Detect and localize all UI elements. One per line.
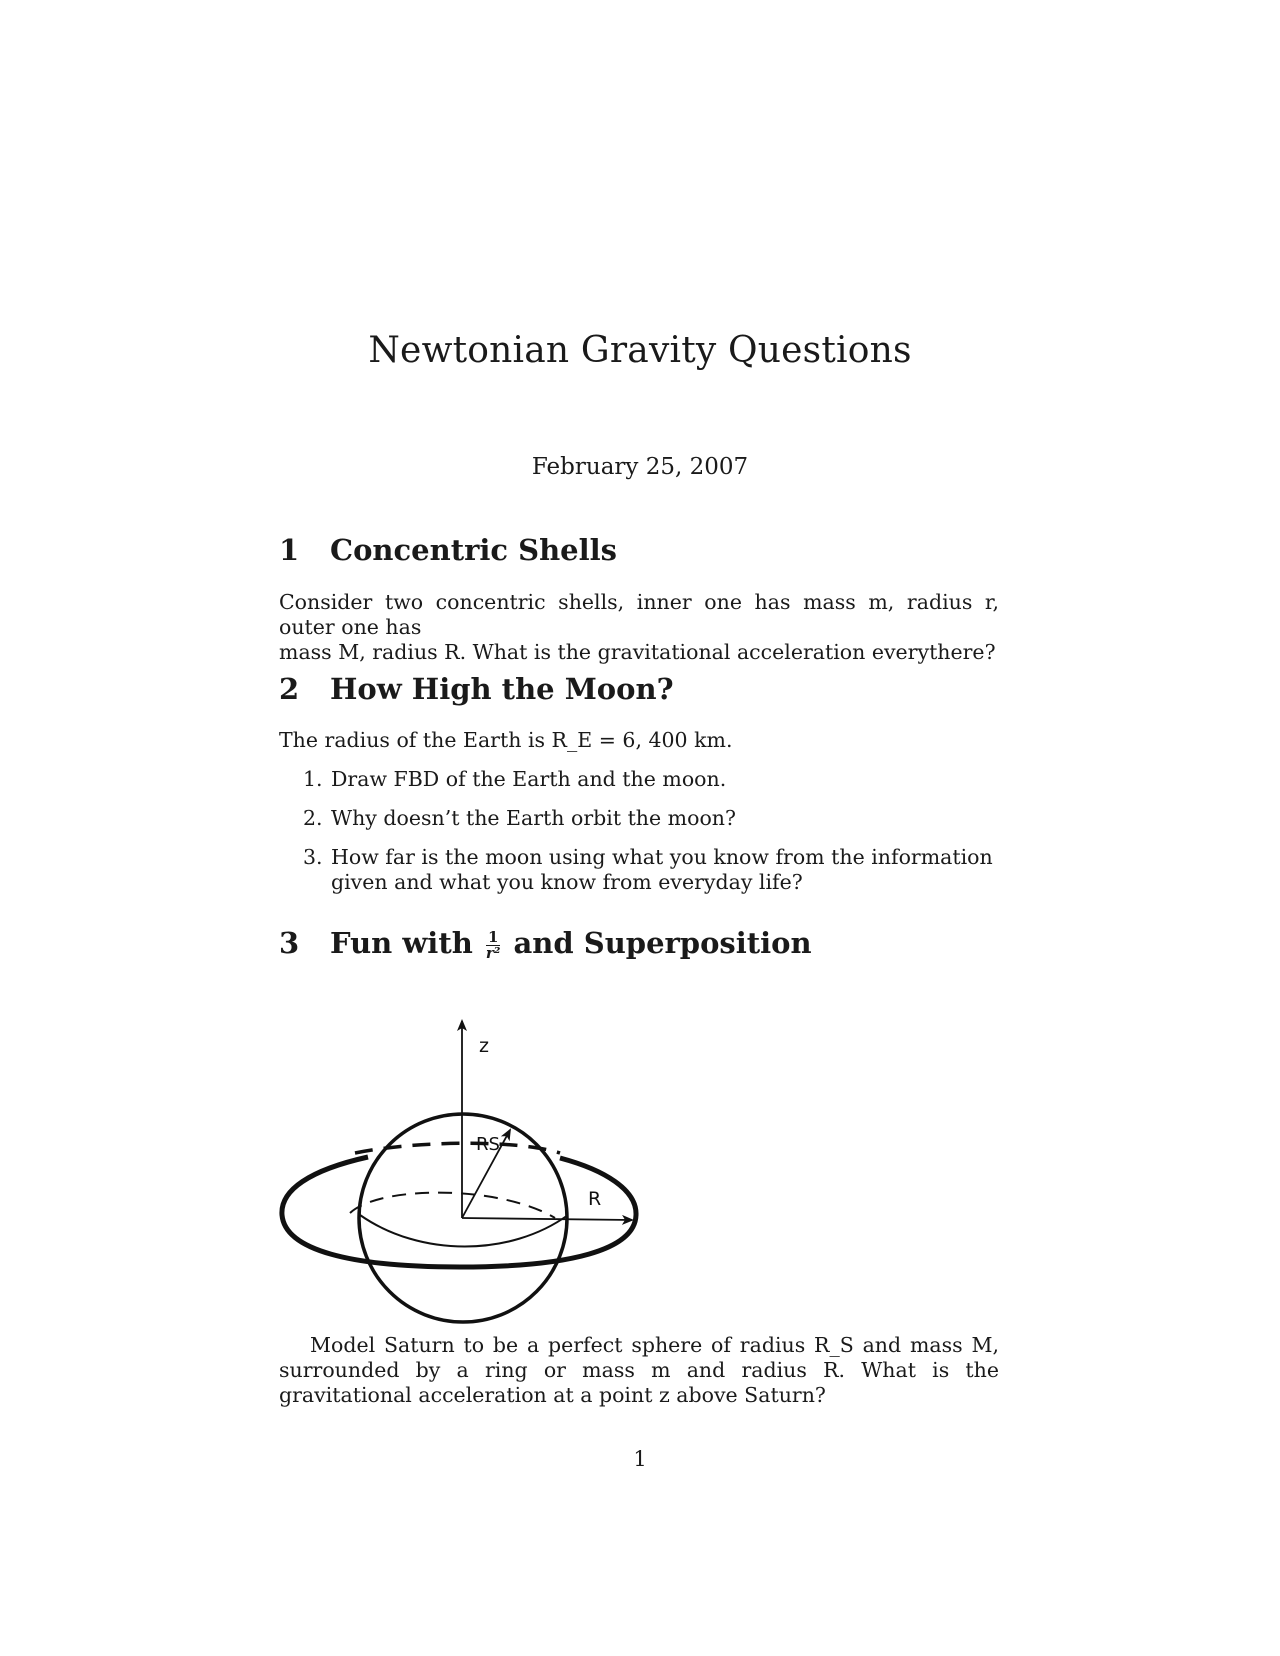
ring-radius-label: R <box>588 1188 602 1210</box>
page-number: 1 <box>633 1447 647 1471</box>
equator-back-dashed <box>350 1193 555 1218</box>
inverse-square-fraction <box>485 927 501 962</box>
ring-radius-arrow <box>462 1218 632 1220</box>
section-title: How High the Moon? <box>330 672 674 706</box>
section-1-heading <box>279 533 617 567</box>
saturn-diagram <box>270 1005 650 1325</box>
list-item: 1. Draw FBD of the Earth and the moon. <box>303 767 727 791</box>
paragraph-line: Consider two concentric shells, inner one has mass m, radius r, outer one has <box>279 590 999 639</box>
fraction-numerator: 1 <box>486 930 500 946</box>
list-item: 2. Why doesn’t the Earth orbit the moon? <box>303 806 736 830</box>
section-1-body <box>279 590 999 665</box>
section-number: 1 <box>279 533 300 567</box>
document-date: February 25, 2007 <box>531 454 749 480</box>
section-number: 3 <box>279 926 300 960</box>
document-title: Newtonian Gravity Questions <box>368 330 912 371</box>
saturn-radius-label: RS <box>476 1134 500 1155</box>
section-title-pre: Fun with <box>330 926 473 960</box>
section-3-body <box>279 1333 999 1408</box>
section-2-intro: The radius of the Earth is R_E = 6, 400 km. <box>279 728 733 752</box>
list-item: 3. How far is the moon using what you know from the information given and what you know from everyday life? <box>303 845 993 894</box>
saturn-ring <box>282 1157 636 1267</box>
z-axis-label: z <box>479 1035 489 1057</box>
section-2-heading <box>279 672 674 706</box>
paragraph-line: mass M, radius R. What is the gravitational acceleration everythere? <box>279 640 996 664</box>
section-2-list <box>279 767 999 909</box>
section-number: 2 <box>279 672 300 706</box>
fraction-denominator: r² <box>485 943 501 962</box>
section-title: Concentric Shells <box>330 533 617 567</box>
section-title-post: and Superposition <box>513 926 812 960</box>
paragraph: Model Saturn to be a perfect sphere of radius R_S and mass M, surrounded by a ring or mass m and radius R. What is the gravitational acceleration at a point z above Saturn? <box>279 1333 999 1407</box>
section-3-heading <box>279 926 812 961</box>
